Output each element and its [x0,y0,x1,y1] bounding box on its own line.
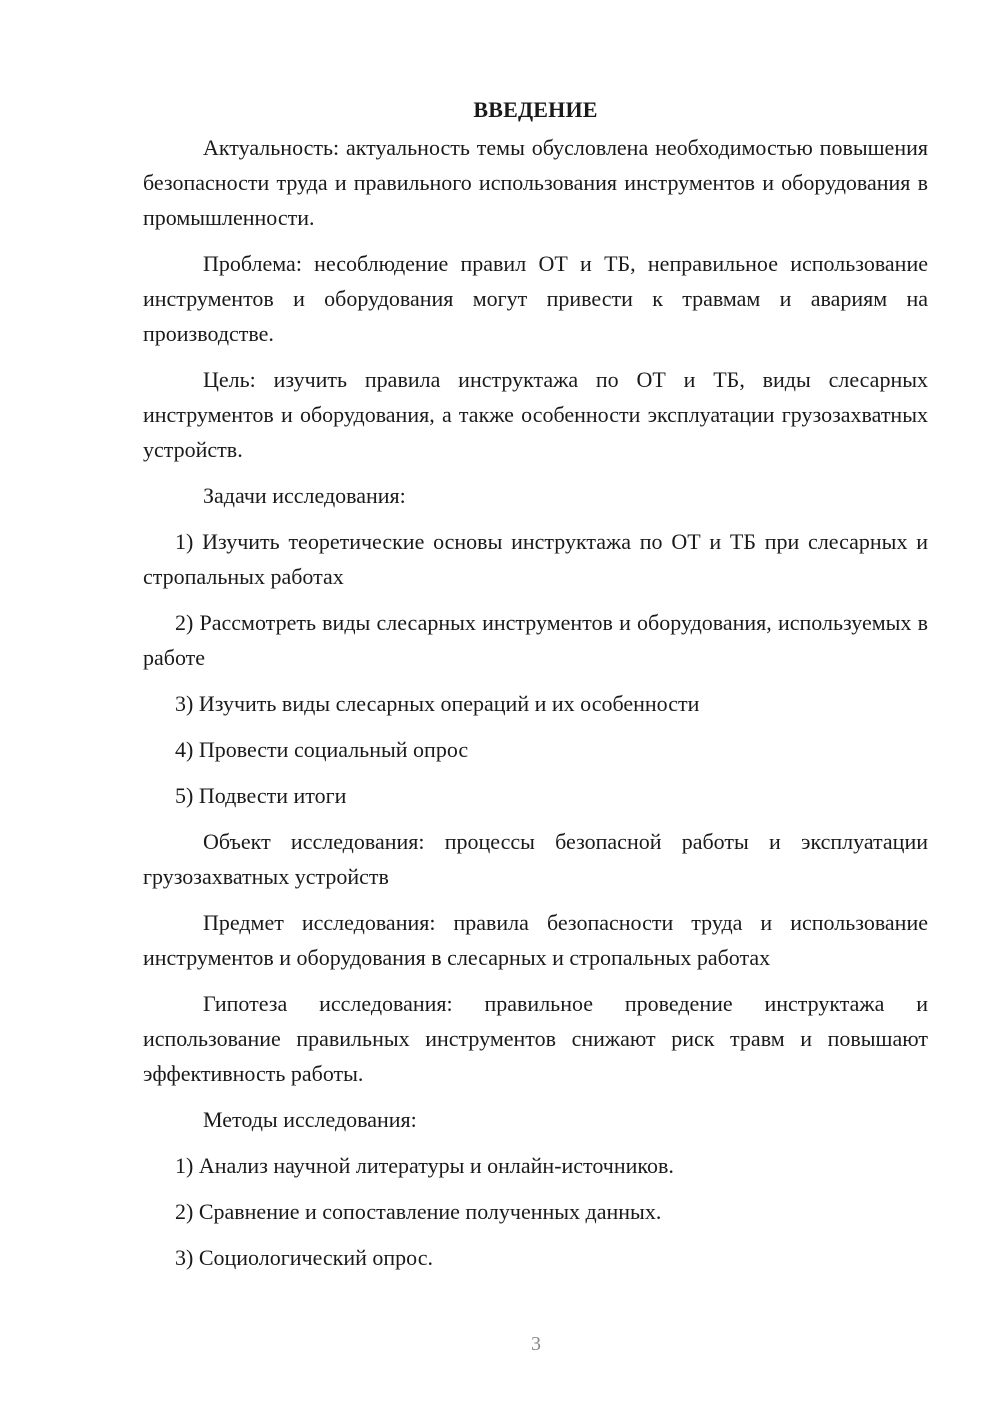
hypothesis-paragraph: Гипотеза исследования: правильное проведение инструктажа и использование правильных инструментов снижают риск травм и повышают эффективность работы. [143,991,928,1086]
task-item-2: 2) Рассмотреть виды слесарных инструментов и оборудования, используемых в работе [143,610,928,670]
method-item-1: 1) Анализ научной литературы и онлайн-источников. [175,1153,674,1178]
subject-paragraph: Предмет исследования: правила безопасности труда и использование инструментов и оборудования в слесарных и стропальных работах [143,910,928,970]
task-item-4: 4) Провести социальный опрос [175,737,469,762]
goal-paragraph: Цель: изучить правила инструктажа по ОТ и ТБ, виды слесарных инструментов и оборудования, а также особенности эксплуатации грузозахватных устройств. [143,367,928,462]
page-title: ВВЕДЕНИЕ [473,97,598,122]
page-number: 3 [531,1333,541,1355]
task-item-3: 3) Изучить виды слесарных операций и их особенности [175,691,700,716]
method-item-3: 3) Социологический опрос. [175,1245,433,1270]
method-item-2: 2) Сравнение и сопоставление полученных данных. [175,1199,662,1224]
problem-paragraph: Проблема: несоблюдение правил ОТ и ТБ, неправильное использование инструментов и оборудования могут привести к травмам и авариям на производстве. [143,251,928,346]
object-paragraph: Объект исследования: процессы безопасной работы и эксплуатации грузозахватных устройств [143,829,928,889]
methods-heading: Методы исследования: [203,1107,417,1132]
task-item-1: 1) Изучить теоретические основы инструктажа по ОТ и ТБ при слесарных и стропальных работах [143,529,928,589]
task-item-5: 5) Подвести итоги [175,783,347,808]
relevance-paragraph: Актуальность: актуальность темы обусловлена необходимостью повышения безопасности труда и правильного использования инструментов и оборудования в промышленности. [143,135,928,230]
tasks-heading: Задачи исследования: [203,483,406,508]
page-content [143,90,928,1286]
